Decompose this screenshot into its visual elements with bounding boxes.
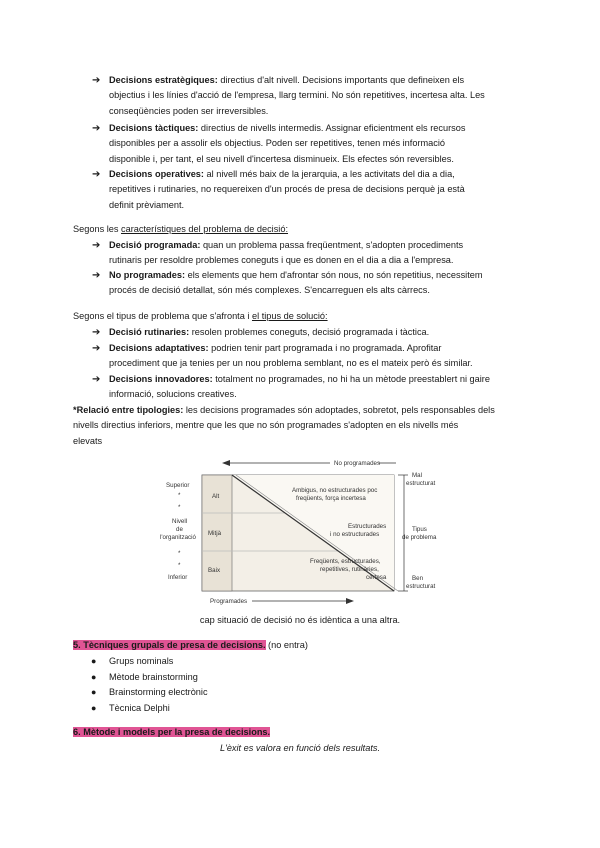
right-top-label1: Mal bbox=[412, 472, 422, 479]
top-arrow-label: No programades bbox=[334, 460, 381, 467]
arrow-bullet-icon: ➔ bbox=[92, 169, 101, 180]
bullet-dot-icon: ● bbox=[91, 672, 97, 682]
svg-text:*: * bbox=[178, 550, 181, 557]
svg-text:*: * bbox=[178, 504, 181, 511]
cell-top-line2: freqüents, força incertesa bbox=[296, 495, 366, 502]
term: Decisions estratègiques: bbox=[109, 75, 218, 85]
bullet-dot-icon: ● bbox=[91, 687, 97, 697]
relation-paragraph: *Relació entre tipologies: les decisions programades són adoptades, sobretot, pels responsables dels nivells directius inferiors, mentre que les que no són programades s'adopten en els nivells més elevats bbox=[73, 405, 495, 446]
bullet-decisio-rutinaries: Decisió rutinaries: resolen problemes coneguts, decisió programada i tàctica. bbox=[109, 327, 430, 337]
left-top-label: Superior bbox=[166, 482, 190, 489]
bullet-decisio-programada: Decisió programada: quan un problema passa freqüentment, s'adopten procediments rutinaris per resoldre problemes coneguts i que es donen en el dia a dia a l'empresa. bbox=[109, 240, 464, 266]
level-high: Alt bbox=[212, 493, 220, 500]
arrow-bullet-icon: ➔ bbox=[92, 374, 101, 385]
cell-low-line3: certesa bbox=[366, 574, 387, 581]
bullet-no-programades: No programades: els elements que hem d'afrontar són nous, no són repetitius, necessitem procés de decisió detallat, són més complexes. S'encarreguen els alts càrrecs. bbox=[109, 270, 483, 296]
cell-top-line1: Ambigus, no estructurades poc bbox=[292, 487, 378, 494]
left-mid-label2: de bbox=[176, 526, 183, 533]
bullet-decisions-tactiques: Decisions tàctiques: directius de nivells intermedis. Assignar eficientment els recursos disponibles per a assolir els objectius. Poden ser repetitives, tenen més informació disponible i, per tant, el seu nivell d'incertesa disminueix. Els efectes són reversibles. bbox=[109, 123, 466, 164]
left-mid-label3: l'organització bbox=[160, 534, 196, 541]
bullet-decisions-estrategiques: Decisions estratègiques: directius d'alt nivell. Decisions importants que defineixen els objectius i les línies d'acció de l'empresa, llarg termini. No són repetitives, incertesa alta. Les conseqüències poden ser irreversibles. bbox=[109, 75, 485, 116]
left-bottom-label: Inferior bbox=[168, 574, 188, 581]
top-arrow-head bbox=[222, 460, 230, 466]
left-mid-label1: Nivell bbox=[172, 518, 188, 525]
bullet-decisions-adaptatives: Decisions adaptatives: podrien tenir part programada i no programada. Aprofitar procediment que ja tenies per un nou problema semblant, no es el mateix però és similar. bbox=[109, 343, 473, 369]
cell-mid-line1: Estructurades bbox=[348, 523, 387, 530]
arrow-bullet-icon: ➔ bbox=[92, 240, 101, 251]
right-top-label2: estructurat bbox=[406, 480, 436, 487]
section3-intro: Segons el tipus de problema que s'afronta i el tipus de solució: bbox=[73, 311, 328, 321]
svg-text:*: * bbox=[178, 562, 181, 569]
right-mid-label2: de problema bbox=[402, 534, 437, 541]
level-mid: Mitjà bbox=[208, 530, 222, 537]
section5-note: (no entra) bbox=[265, 640, 308, 650]
list-item: Tècnica Delphi bbox=[109, 703, 170, 713]
section5-heading: 5. Tècniques grupals de presa de decisions. bbox=[73, 640, 266, 650]
bullet-dot-icon: ● bbox=[91, 656, 97, 666]
bullet-dot-icon: ● bbox=[91, 703, 97, 713]
arrow-bullet-icon: ➔ bbox=[92, 343, 101, 354]
right-bottom-label1: Ben bbox=[412, 575, 424, 582]
cell-low-line2: repetitives, rutinàries, bbox=[320, 566, 379, 573]
right-bottom-label2: estructurat bbox=[406, 583, 436, 590]
list-item: Brainstorming electrònic bbox=[109, 687, 208, 697]
section6-heading-line bbox=[73, 725, 270, 740]
arrow-bullet-icon: ➔ bbox=[92, 270, 101, 281]
bullet-decisions-operatives: Decisions operatives: al nivell més baix de la jerarquia, a les activitats del dia a dia, repetitives i rutinaries, no requereixen d'un procés de presa de decisions perquè ja està definit prèviament. bbox=[109, 169, 465, 210]
arrow-bullet-icon: ➔ bbox=[92, 75, 101, 86]
list-item: Mètode brainstorming bbox=[109, 672, 198, 682]
arrow-bullet-icon: ➔ bbox=[92, 327, 101, 338]
section6-heading: 6. Mètode i models per la presa de decisions. bbox=[73, 727, 271, 737]
section2-intro: Segons les característiques del problema de decisió: bbox=[73, 224, 289, 234]
right-mid-label1: Tipus bbox=[412, 526, 427, 533]
decision-types-diagram bbox=[160, 455, 450, 610]
cell-mid-line2: i no estructurades bbox=[330, 531, 380, 538]
bullet-decisions-innovadores: Decisions innovadores: totalment no programades, no hi ha un mètode preestablert ni gaire informació, solucions creatives. bbox=[109, 374, 490, 400]
bottom-arrow-head bbox=[346, 598, 354, 604]
arrow-bullet-icon: ➔ bbox=[92, 123, 101, 134]
section5-heading-line bbox=[73, 638, 308, 653]
svg-text:*: * bbox=[178, 492, 181, 499]
section6-subtitle: L'èxit es valora en funció dels resultats. bbox=[219, 743, 381, 753]
bottom-arrow-label: Programades bbox=[210, 598, 248, 605]
list-item: Grups nominals bbox=[109, 656, 174, 666]
level-low: Baix bbox=[208, 567, 221, 574]
cell-low-line1: Freqüents, estructurades, bbox=[310, 558, 381, 565]
diagram-caption: cap situació de decisió no és idèntica a una altra. bbox=[199, 615, 401, 625]
